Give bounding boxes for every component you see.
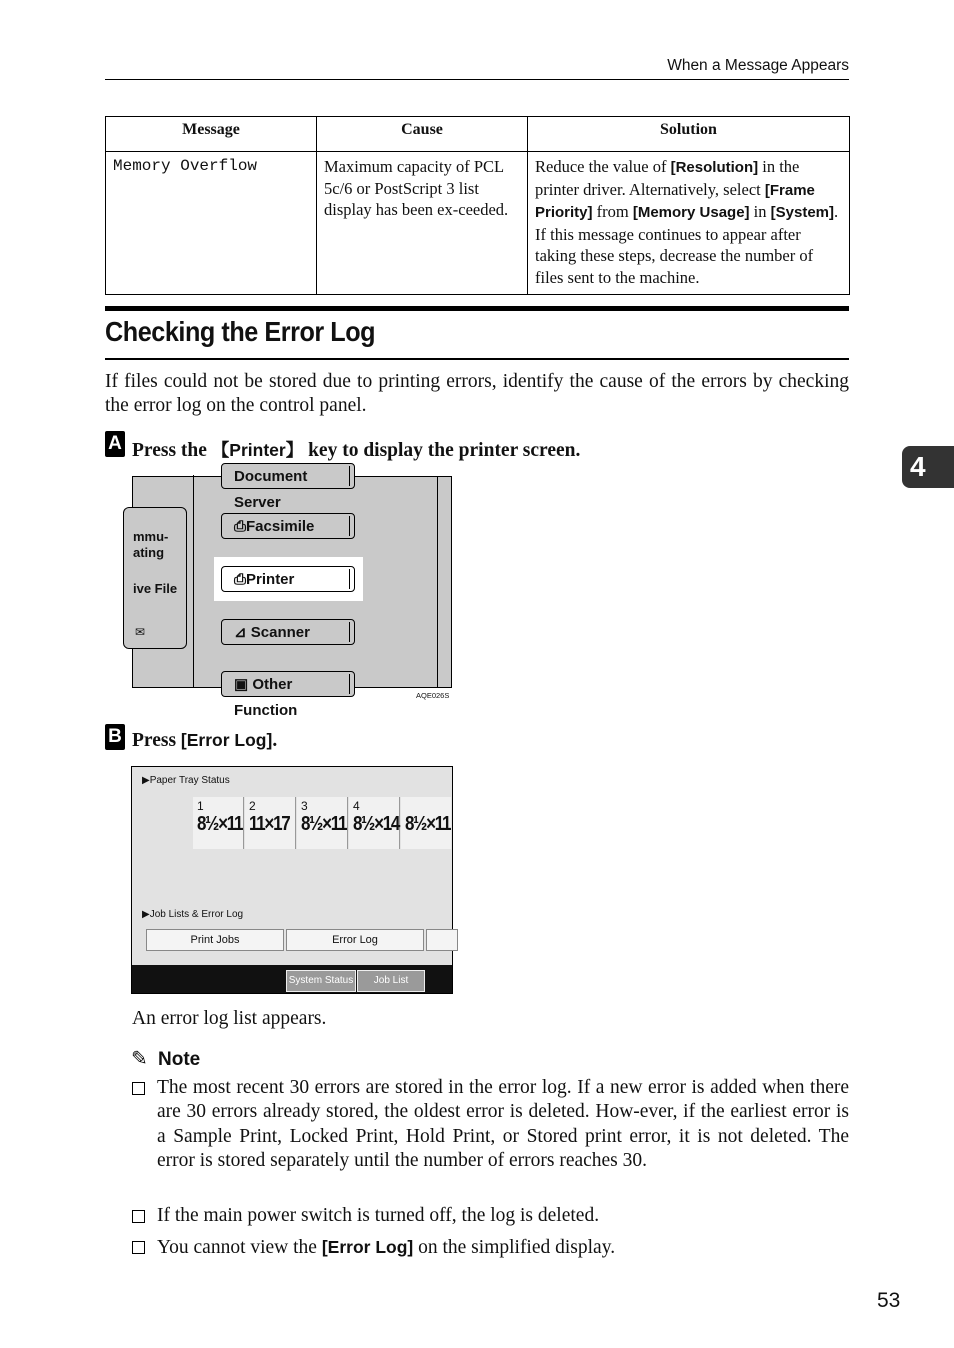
tray-number: 2 bbox=[249, 799, 256, 813]
solution-cell: Reduce the value of [Resolution] in the printer driver. Alternatively, select [Frame Priority] from [Memory Usage] in [System]. If this message continues to appear after taking these steps, decrease the number of files sent to the machine. bbox=[528, 152, 850, 295]
other-function-key: ▣ Other Function bbox=[221, 671, 355, 697]
fax-icon: ⎙ bbox=[234, 518, 247, 535]
step-1-text: Press the 【Printer】 key to display the printer screen. bbox=[132, 440, 581, 461]
section-title: Checking the Error Log bbox=[105, 316, 376, 347]
intro-paragraph: If files could not be stored due to printing errors, identify the cause of the errors by checking the error log on the control panel. bbox=[105, 371, 849, 416]
step-1-marker: A bbox=[105, 431, 125, 457]
printer-icon: ⎙ bbox=[234, 571, 247, 588]
table-row bbox=[106, 152, 850, 295]
running-header: When a Message Appears bbox=[667, 57, 849, 74]
message-table bbox=[105, 116, 850, 295]
step-2-text: Press [Error Log]. bbox=[132, 730, 278, 751]
tray-paper-size: 8½×14 bbox=[353, 813, 400, 835]
left-label: ive File bbox=[133, 581, 178, 596]
tray-paper-size: 11×17 bbox=[249, 813, 290, 835]
checkbox-icon bbox=[132, 1210, 145, 1223]
tray-paper-size: 8½×11 bbox=[197, 813, 243, 835]
step-2-marker: B bbox=[105, 724, 125, 750]
cause-cell: Maximum capacity of PCL 5c/6 or PostScript 3 list display has been ex-ceeded. bbox=[317, 152, 528, 295]
section-top-rule bbox=[105, 306, 849, 311]
scanner-key: ⊿ Scanner bbox=[221, 619, 355, 645]
tray-cell bbox=[193, 797, 244, 849]
other-function-icon: ▣ bbox=[234, 676, 253, 693]
column-header: Message bbox=[106, 117, 317, 152]
document-server-key: Document Server bbox=[221, 463, 355, 489]
system-status-button: System Status bbox=[286, 970, 356, 992]
job-lists-label: ▶Job Lists & Error Log bbox=[142, 909, 244, 920]
print-jobs-button: Print Jobs bbox=[146, 929, 284, 951]
table-header-row bbox=[106, 117, 850, 152]
error-log-button: Error Log bbox=[286, 929, 424, 951]
tray-number: 4 bbox=[353, 799, 360, 813]
column-header: Cause bbox=[317, 117, 528, 152]
tray-number: 3 bbox=[301, 799, 308, 813]
printer-key: ⎙Printer bbox=[221, 566, 355, 592]
note-title: Note bbox=[158, 1049, 201, 1070]
left-label: mmu- bbox=[133, 529, 169, 544]
checkbox-icon bbox=[132, 1082, 145, 1095]
result-text: An error log list appears. bbox=[132, 1008, 327, 1029]
column-header: Solution bbox=[528, 117, 850, 152]
note-item: You cannot view the [Error Log] on the simplified display. bbox=[132, 1235, 849, 1260]
tray-cell bbox=[245, 797, 296, 849]
tray-cell bbox=[297, 797, 348, 849]
facsimile-key: ⎙Facsimile bbox=[221, 513, 355, 539]
envelope-icon: ✉ bbox=[135, 625, 146, 639]
tray-paper-size: 8½×11 bbox=[301, 813, 347, 835]
paper-tray-status-label: ▶Paper Tray Status bbox=[142, 775, 230, 786]
tray-cell bbox=[349, 797, 400, 849]
panel-edge bbox=[437, 477, 438, 687]
figure-code: AQE026S bbox=[416, 691, 450, 700]
note-item: The most recent 30 errors are stored in the error log. If a new error is added when there are 30 errors already stored, the oldest error is deleted. How-ever, if the earliest error is a Sample Print, Locked Print, Hold Print, or Stored print error, it is not deleted. The error is stored separately until the number of errors reaches 30. bbox=[132, 1076, 849, 1173]
pencil-icon: ✎ bbox=[131, 1048, 148, 1070]
job-list-button: Job List bbox=[357, 970, 425, 992]
message-cell: Memory Overflow bbox=[106, 152, 317, 295]
page-number: 53 bbox=[877, 1289, 901, 1312]
extra-button bbox=[426, 929, 458, 951]
tray-paper-size: 8½×11 bbox=[405, 813, 451, 835]
tray-cell bbox=[401, 797, 451, 849]
scanner-icon: ⊿ bbox=[234, 624, 251, 641]
left-label: ating bbox=[133, 545, 165, 560]
printer-screen-illustration bbox=[131, 766, 453, 994]
section-bottom-rule bbox=[105, 358, 849, 360]
chapter-tab: 4 bbox=[902, 446, 954, 488]
header-rule bbox=[105, 79, 849, 80]
tray-number: 1 bbox=[197, 799, 204, 813]
note-item: If the main power switch is turned off, the log is deleted. bbox=[132, 1204, 849, 1228]
checkbox-icon bbox=[132, 1241, 145, 1254]
